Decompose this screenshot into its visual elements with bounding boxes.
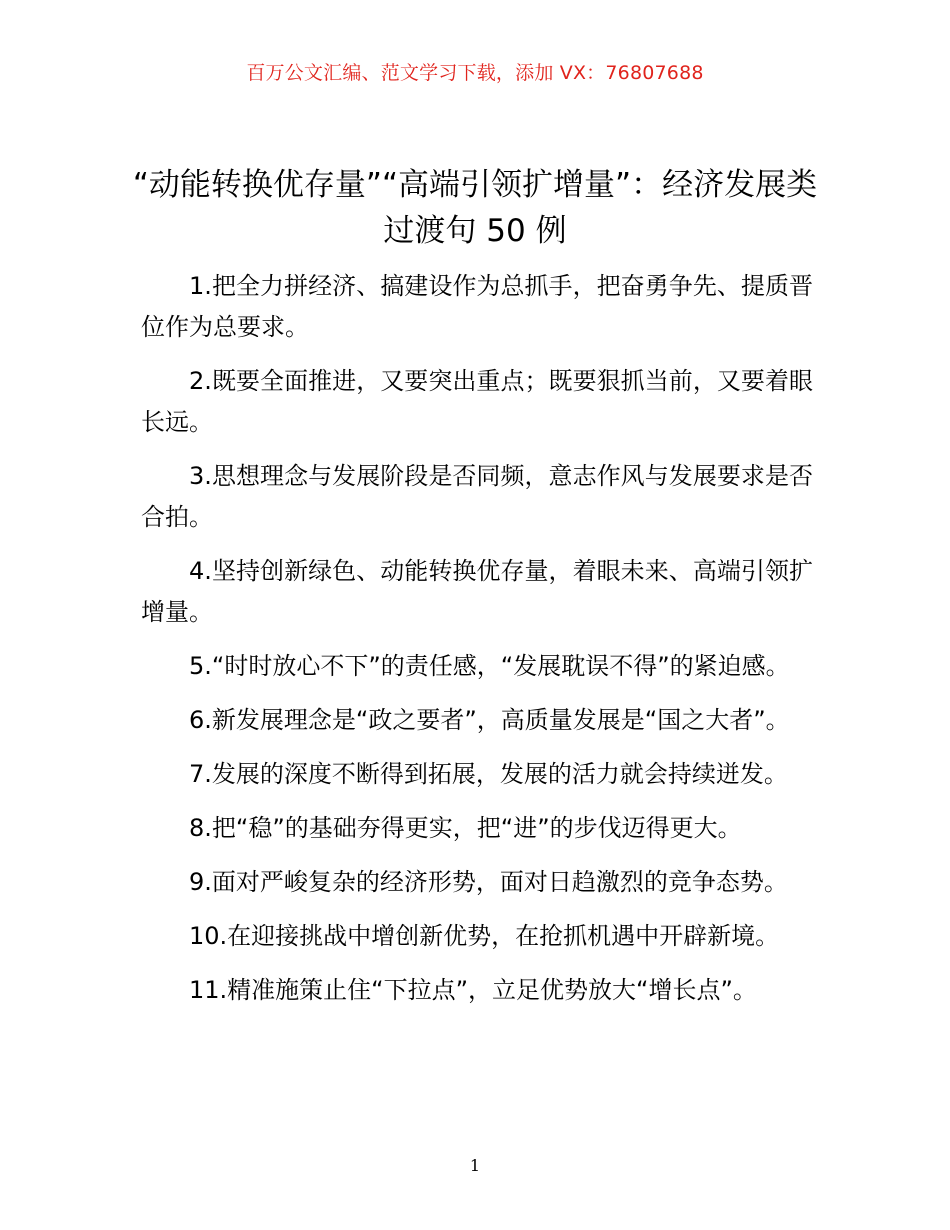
paragraph-4: 4.坚持创新绿色、动能转换优存量，着眼未来、高端引领扩增量。	[141, 557, 813, 626]
paragraph-6: 6.新发展理念是“政之要者”，高质量发展是“国之大者”。	[189, 706, 790, 734]
watermark-header: 百万公文汇编、范文学习下载，添加 VX：76807688	[246, 62, 704, 84]
paragraph-5: 5.“时时放心不下”的责任感，“发展耽误不得”的紧迫感。	[189, 652, 790, 680]
paragraph-10: 10.在迎接挑战中增创新优势，在抢抓机遇中开辟新境。	[189, 922, 780, 950]
paragraph-9: 9.面对严峻复杂的经济形势，面对日趋激烈的竞争态势。	[189, 868, 788, 896]
paragraph-2: 2.既要全面推进，又要突出重点；既要狠抓当前，又要着眼长远。	[141, 367, 813, 436]
paragraph-3: 3.思想理念与发展阶段是否同频，意志作风与发展要求是否合拍。	[141, 462, 813, 531]
document-title: “动能转换优存量”“高端引领扩增量”：经济发展类过渡句 50 例	[132, 167, 818, 249]
paragraph-1: 1.把全力拼经济、搞建设作为总抓手，把奋勇争先、提质晋位作为总要求。	[141, 272, 813, 341]
document-body	[141, 266, 813, 1024]
paragraph-8: 8.把“稳”的基础夯得更实，把“进”的步伐迈得更大。	[189, 814, 742, 842]
paragraph-7: 7.发展的深度不断得到拓展，发展的活力就会持续迸发。	[189, 760, 788, 788]
paragraph-11: 11.精准施策止住“下拉点”，立足优势放大“增长点”。	[189, 976, 757, 1004]
page-number: 1	[469, 1156, 481, 1175]
